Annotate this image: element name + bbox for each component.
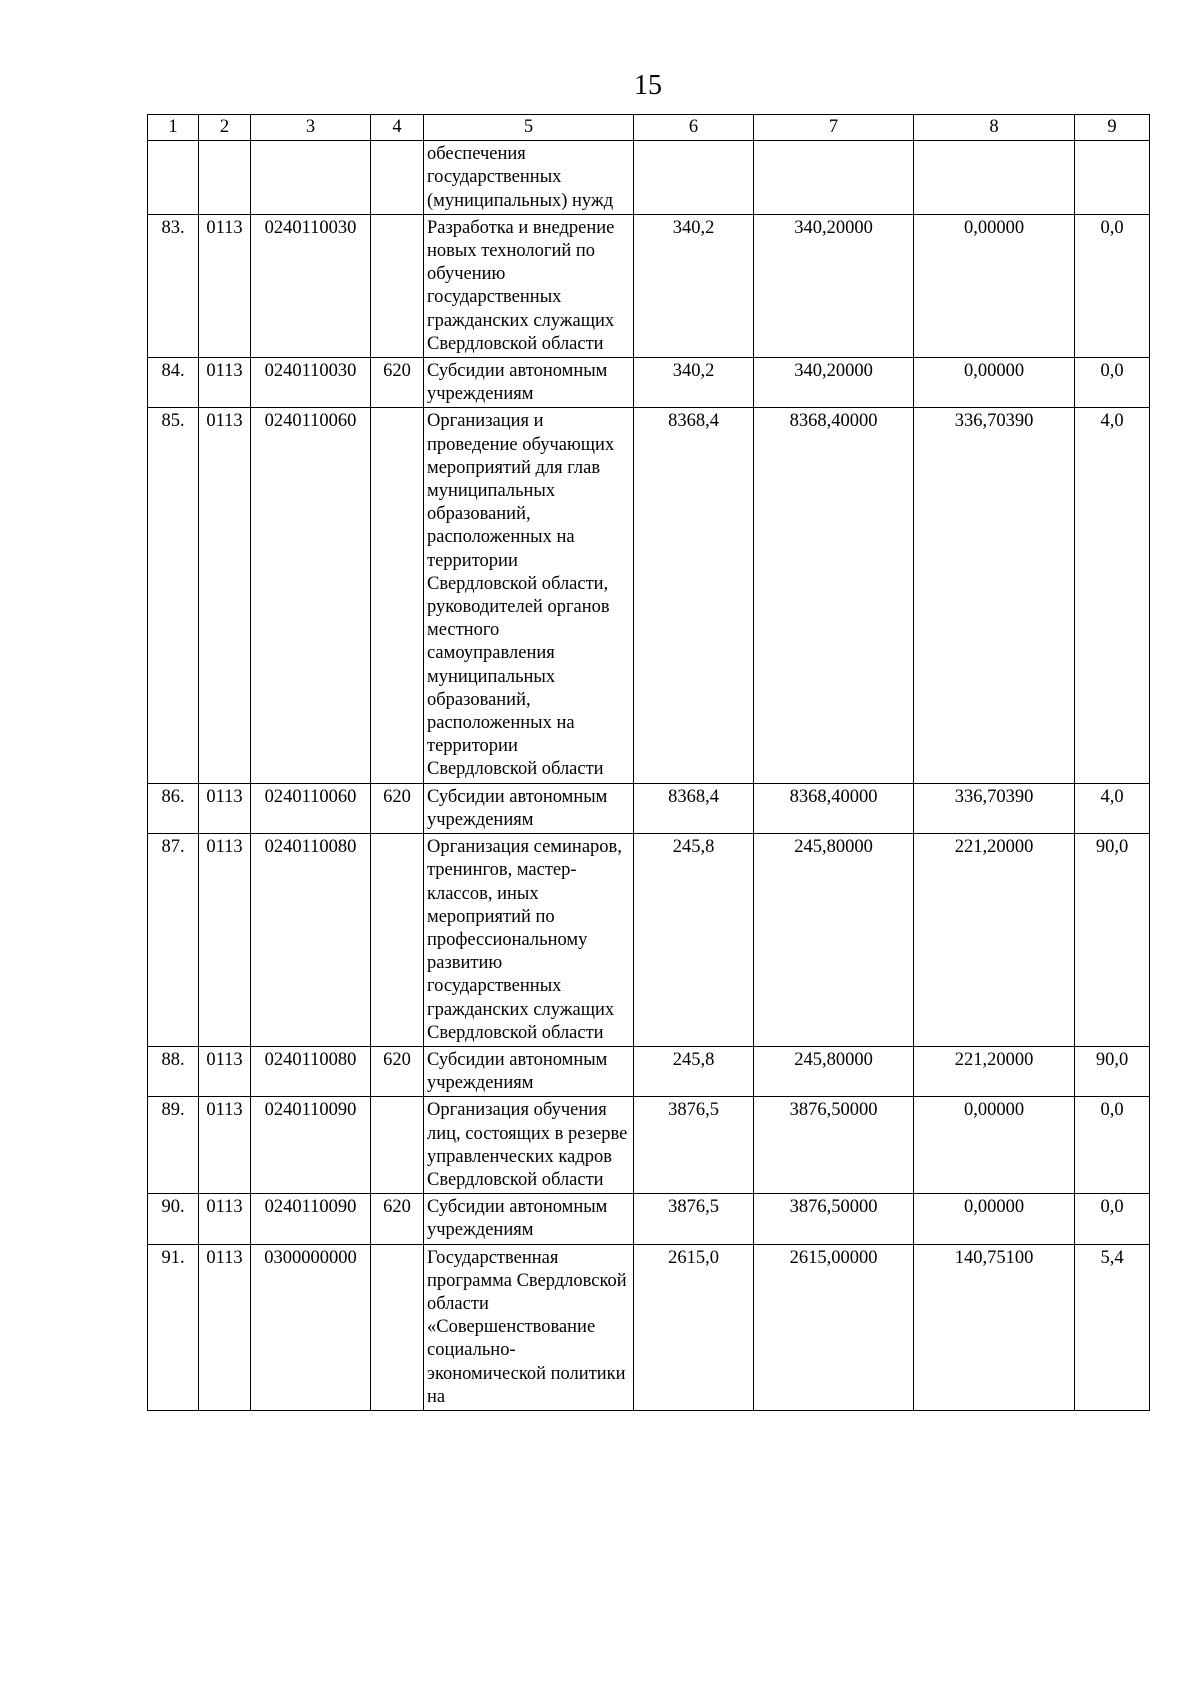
column-header: 9: [1075, 115, 1150, 141]
percent-cell: 90,0: [1075, 1046, 1150, 1096]
description-cell: Организация обучения лиц, состоящих в резерве управленческих кадров Свердловской области: [424, 1097, 634, 1194]
expense-type-cell: [371, 214, 424, 357]
column-header: 4: [371, 115, 424, 141]
amount-cell: 3876,50000: [754, 1097, 914, 1194]
percent-cell: 4,0: [1075, 408, 1150, 783]
percent-cell: 4,0: [1075, 783, 1150, 833]
amount-cell: 340,20000: [754, 214, 914, 357]
amount-cell: 2615,0: [634, 1244, 754, 1410]
description-cell: Субсидии автономным учреждениям: [424, 358, 634, 408]
amount-cell: [634, 141, 754, 215]
column-header: 7: [754, 115, 914, 141]
section-code-cell: 0113: [199, 1097, 251, 1194]
amount-cell: 8368,40000: [754, 408, 914, 783]
amount-cell: 0,00000: [914, 1097, 1075, 1194]
article-code-cell: [251, 141, 371, 215]
description-cell: Субсидии автономным учреждениям: [424, 1046, 634, 1096]
amount-cell: 245,80000: [754, 1046, 914, 1096]
description-cell: обеспечения государственных (муниципальных) нужд: [424, 141, 634, 215]
amount-cell: 8368,40000: [754, 783, 914, 833]
amount-cell: 340,2: [634, 214, 754, 357]
budget-table: [147, 114, 1150, 1411]
amount-cell: 221,20000: [914, 834, 1075, 1047]
description-cell: Государственная программа Свердловской области «Совершенствование социально-экономической политики на: [424, 1244, 634, 1410]
amount-cell: 3876,50000: [754, 1194, 914, 1244]
expense-type-cell: 620: [371, 1194, 424, 1244]
percent-cell: 90,0: [1075, 834, 1150, 1047]
table-body: [148, 141, 1150, 1411]
expense-type-cell: [371, 1244, 424, 1410]
column-header: 3: [251, 115, 371, 141]
table-row: [148, 1097, 1150, 1194]
row-number-cell: 89.: [148, 1097, 199, 1194]
amount-cell: 0,00000: [914, 214, 1075, 357]
description-cell: Субсидии автономным учреждениям: [424, 1194, 634, 1244]
row-number-cell: 87.: [148, 834, 199, 1047]
section-code-cell: 0113: [199, 1046, 251, 1096]
article-code-cell: 0240110030: [251, 214, 371, 357]
expense-type-cell: [371, 408, 424, 783]
article-code-cell: 0240110080: [251, 1046, 371, 1096]
description-cell: Субсидии автономным учреждениям: [424, 783, 634, 833]
article-code-cell: 0300000000: [251, 1244, 371, 1410]
page-number: 15: [634, 70, 662, 101]
amount-cell: 245,8: [634, 834, 754, 1047]
section-code-cell: [199, 141, 251, 215]
row-number-cell: 84.: [148, 358, 199, 408]
amount-cell: [754, 141, 914, 215]
expense-type-cell: [371, 141, 424, 215]
description-cell: Организация и проведение обучающих мероприятий для глав муниципальных образований, расположенных на территории Свердловской области, руководителей органов местного самоуправления муниципальных образований, расположенных на территории Свердловской области: [424, 408, 634, 783]
description-cell: Разработка и внедрение новых технологий по обучению государственных гражданских служащих Свердловской области: [424, 214, 634, 357]
expense-type-cell: 620: [371, 358, 424, 408]
section-code-cell: 0113: [199, 834, 251, 1047]
column-header: 5: [424, 115, 634, 141]
amount-cell: 3876,5: [634, 1194, 754, 1244]
row-number-cell: 86.: [148, 783, 199, 833]
article-code-cell: 0240110090: [251, 1194, 371, 1244]
row-number-cell: 90.: [148, 1194, 199, 1244]
article-code-cell: 0240110060: [251, 783, 371, 833]
amount-cell: 336,70390: [914, 783, 1075, 833]
amount-cell: 336,70390: [914, 408, 1075, 783]
expense-type-cell: 620: [371, 1046, 424, 1096]
row-number-cell: 83.: [148, 214, 199, 357]
column-header: 8: [914, 115, 1075, 141]
row-number-cell: [148, 141, 199, 215]
amount-cell: 0,00000: [914, 1194, 1075, 1244]
section-code-cell: 0113: [199, 408, 251, 783]
amount-cell: 221,20000: [914, 1046, 1075, 1096]
amount-cell: 8368,4: [634, 408, 754, 783]
amount-cell: 340,20000: [754, 358, 914, 408]
row-number-cell: 85.: [148, 408, 199, 783]
row-number-cell: 88.: [148, 1046, 199, 1096]
section-code-cell: 0113: [199, 1244, 251, 1410]
expense-type-cell: [371, 834, 424, 1047]
amount-cell: 245,8: [634, 1046, 754, 1096]
amount-cell: 340,2: [634, 358, 754, 408]
percent-cell: 0,0: [1075, 1194, 1150, 1244]
expense-type-cell: [371, 1097, 424, 1194]
section-code-cell: 0113: [199, 783, 251, 833]
table-header-row: [148, 115, 1150, 141]
column-header: 6: [634, 115, 754, 141]
section-code-cell: 0113: [199, 214, 251, 357]
expense-type-cell: 620: [371, 783, 424, 833]
article-code-cell: 0240110080: [251, 834, 371, 1047]
table-row: [148, 408, 1150, 783]
section-code-cell: 0113: [199, 358, 251, 408]
amount-cell: 8368,4: [634, 783, 754, 833]
section-code-cell: 0113: [199, 1194, 251, 1244]
column-header: 1: [148, 115, 199, 141]
amount-cell: 3876,5: [634, 1097, 754, 1194]
percent-cell: 0,0: [1075, 214, 1150, 357]
percent-cell: 0,0: [1075, 358, 1150, 408]
article-code-cell: 0240110060: [251, 408, 371, 783]
amount-cell: 140,75100: [914, 1244, 1075, 1410]
table-row: [148, 834, 1150, 1047]
table-row: [148, 1046, 1150, 1096]
table-row: [148, 1244, 1150, 1410]
description-cell: Организация семинаров, тренингов, мастер-классов, иных мероприятий по профессиональному развитию государственных гражданских служащих Свердловской области: [424, 834, 634, 1047]
amount-cell: 0,00000: [914, 358, 1075, 408]
row-number-cell: 91.: [148, 1244, 199, 1410]
article-code-cell: 0240110090: [251, 1097, 371, 1194]
percent-cell: [1075, 141, 1150, 215]
table-row: [148, 783, 1150, 833]
amount-cell: 245,80000: [754, 834, 914, 1047]
column-header: 2: [199, 115, 251, 141]
table-row: [148, 141, 1150, 215]
table-row: [148, 214, 1150, 357]
percent-cell: 5,4: [1075, 1244, 1150, 1410]
amount-cell: [914, 141, 1075, 215]
percent-cell: 0,0: [1075, 1097, 1150, 1194]
table-row: [148, 358, 1150, 408]
table-row: [148, 1194, 1150, 1244]
amount-cell: 2615,00000: [754, 1244, 914, 1410]
article-code-cell: 0240110030: [251, 358, 371, 408]
